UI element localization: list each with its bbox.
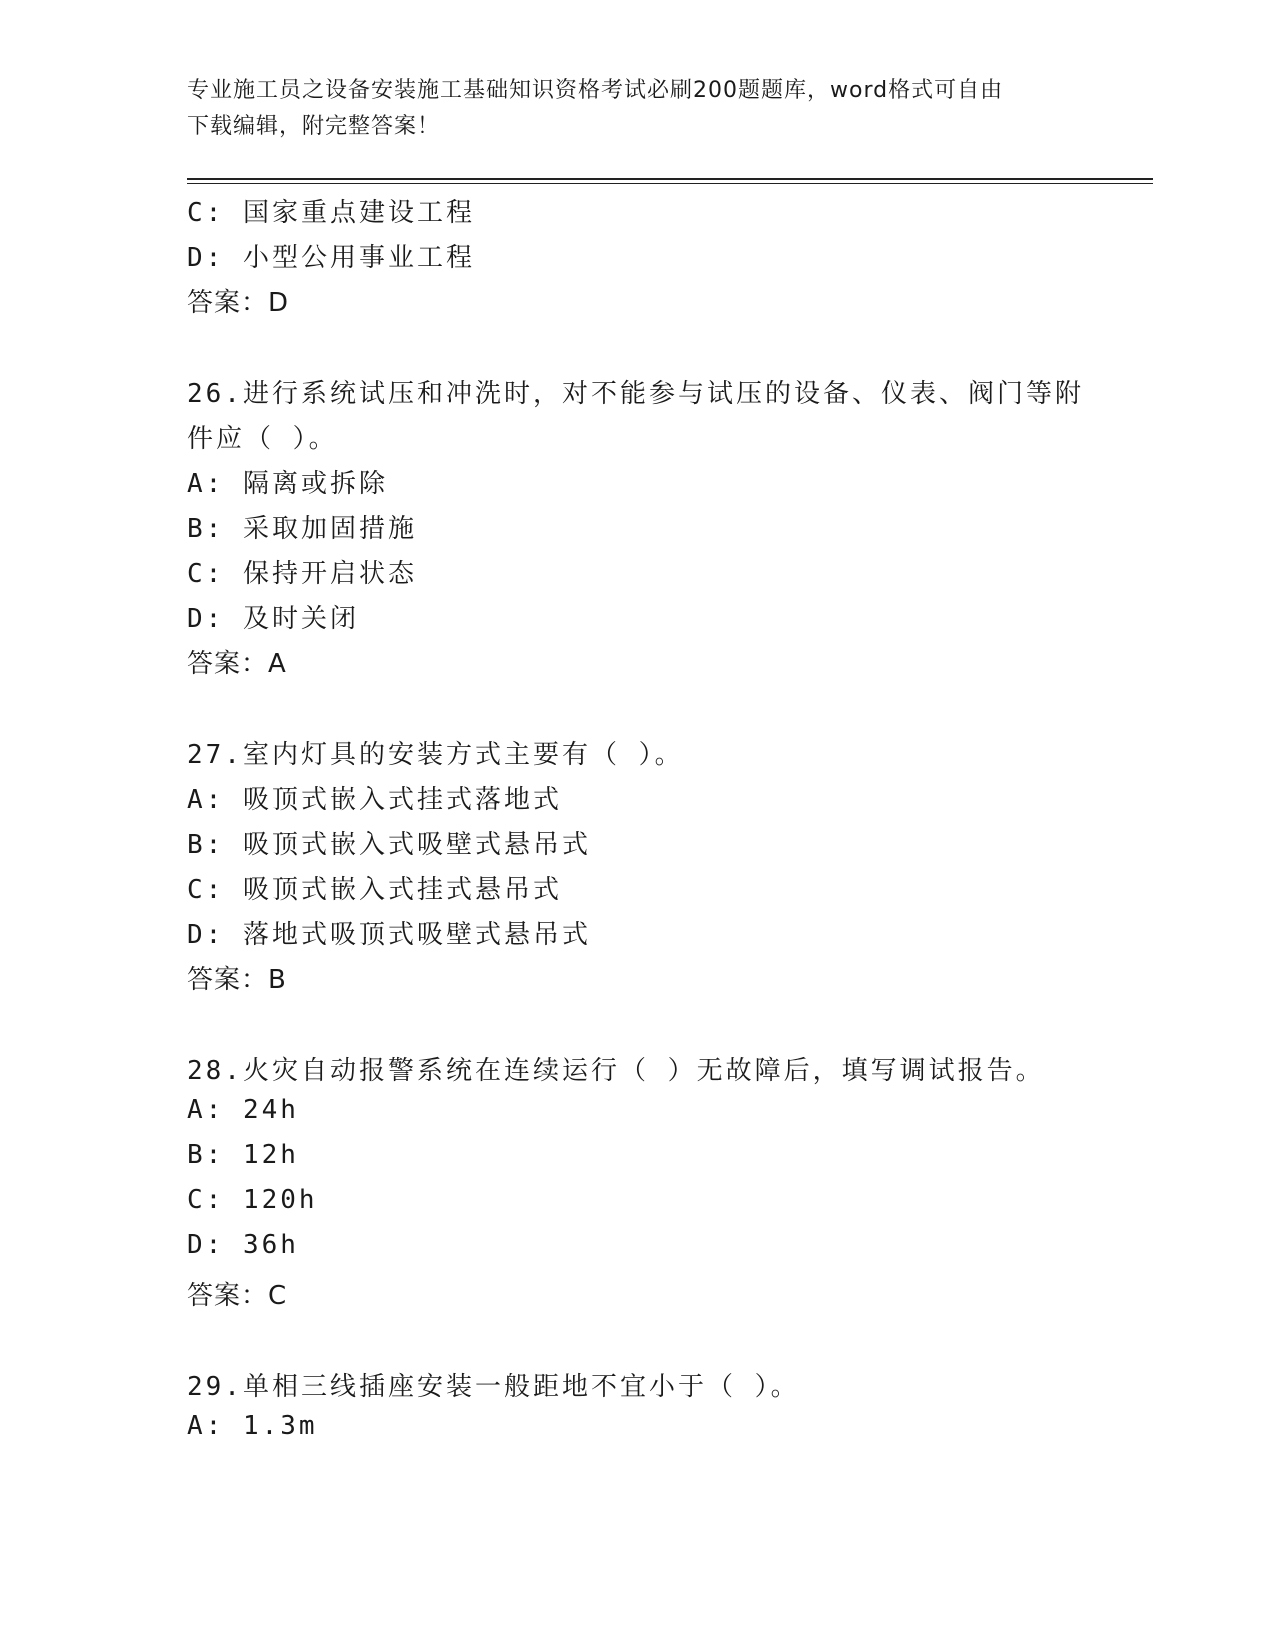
q27-option-d: D: 落地式吸顶式吸壁式悬吊式 <box>187 920 591 950</box>
q27-option-a: A: 吸顶式嵌入式挂式落地式 <box>187 785 562 815</box>
q27-option-c: C: 吸顶式嵌入式挂式悬吊式 <box>187 875 562 905</box>
header-line-2: 下载编辑，附完整答案！ <box>187 114 441 139</box>
q27-option-b: B: 吸顶式嵌入式吸壁式悬吊式 <box>187 830 591 860</box>
q26-answer: 答案：A <box>187 649 287 679</box>
q27-answer: 答案：B <box>187 965 287 995</box>
q26-question-line-2: 件应（ ）。 <box>187 424 338 454</box>
q25-answer: 答案：D <box>187 288 290 318</box>
q28-option-a: A: 24h <box>187 1095 299 1125</box>
header-rule-thin <box>187 183 1153 184</box>
q28-question: 28.火灾自动报警系统在连续运行（ ）无故障后，填写调试报告。 <box>187 1056 1045 1086</box>
q26-question-line-1: 26.进行系统试压和冲洗时，对不能参与试压的设备、仪表、阀门等附 <box>187 379 1084 409</box>
q26-option-b: B: 采取加固措施 <box>187 514 417 544</box>
q26-option-d: D: 及时关闭 <box>187 604 359 634</box>
header-line-1: 专业施工员之设备安装施工基础知识资格考试必刷200题题库，word格式可自由 <box>187 78 1004 103</box>
q26-option-c: C: 保持开启状态 <box>187 559 417 589</box>
q29-question: 29.单相三线插座安装一般距地不宜小于（ ）。 <box>187 1372 800 1402</box>
q27-question: 27.室内灯具的安装方式主要有（ ）。 <box>187 740 684 770</box>
q29-option-a: A: 1.3m <box>187 1411 318 1441</box>
q26-option-a: A: 隔离或拆除 <box>187 469 388 499</box>
q28-answer: 答案：C <box>187 1281 288 1311</box>
header-rule-thick <box>187 178 1153 180</box>
q28-option-b: B: 12h <box>187 1140 299 1170</box>
q25-option-c: C: 国家重点建设工程 <box>187 198 475 228</box>
q28-option-c: C: 120h <box>187 1185 318 1215</box>
q28-option-d: D: 36h <box>187 1230 299 1260</box>
document-header <box>187 73 1067 145</box>
q25-option-d: D: 小型公用事业工程 <box>187 243 475 273</box>
